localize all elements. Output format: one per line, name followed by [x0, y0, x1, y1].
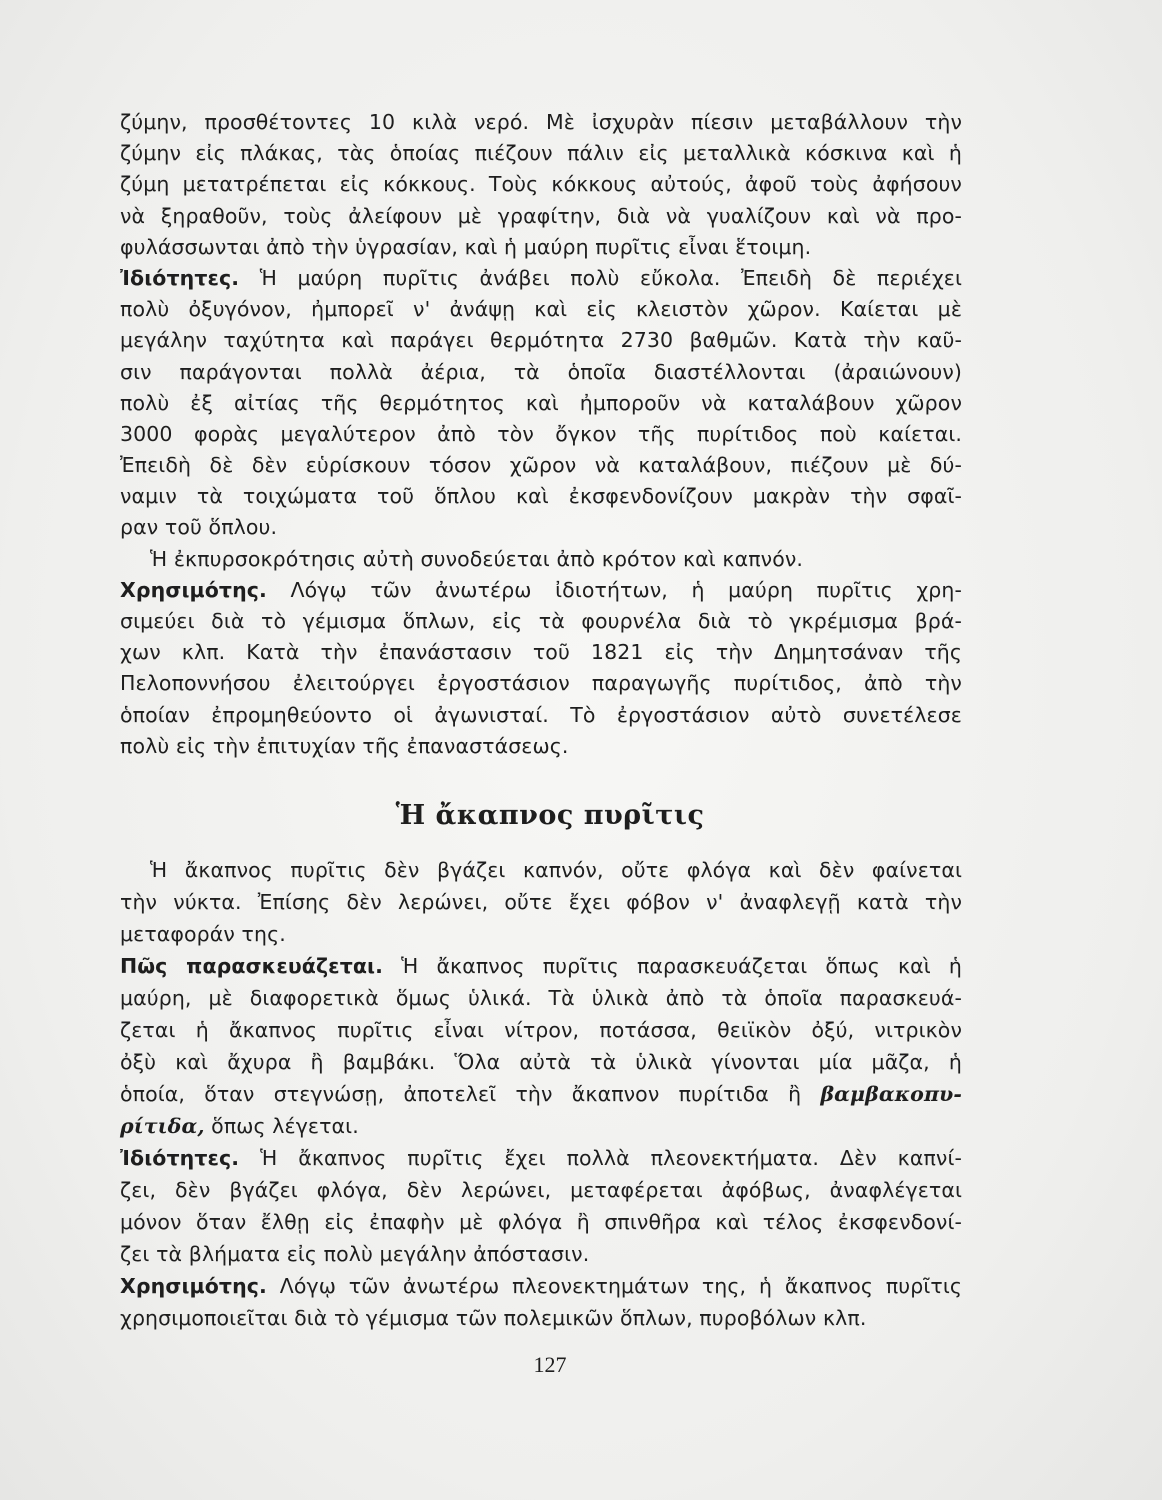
text-line	[120, 637, 962, 668]
text-line	[120, 982, 962, 1014]
emphasized-term: ρίτιδα,	[120, 1114, 205, 1138]
text-line	[120, 325, 962, 356]
text-line	[120, 854, 962, 886]
text-run: ζεται ἡ ἄκαπνος πυρῖτις εἶναι νίτρον, ποτάσσα, θειϊκὸν ὀξύ, νιτρικὸν	[120, 1018, 962, 1042]
text-run: μόνον ὅταν ἔλθῃ εἰς ἐπαφὴν μὲ φλόγα ἢ σπινθῆρα καὶ τέλος ἐκσφενδονί-	[120, 1210, 962, 1234]
page-number: 127	[533, 1352, 567, 1377]
text-line	[120, 575, 962, 606]
text-line	[120, 668, 962, 699]
text-run: Ἡ ἄκαπνος πυρῖτις δὲν βγάζει καπνόν, οὔτε φλόγα καὶ δὲν φαίνεται	[150, 858, 962, 882]
text-run: πολὺ ὀξυγόνον, ἠμπορεῖ ν' ἀνάψῃ καὶ εἰς κλειστὸν χῶρον. Καίεται μὲ	[120, 297, 962, 322]
text-run: μεταφοράν της.	[120, 922, 286, 946]
text-run: χων κλπ. Κατὰ τὴν ἐπανάστασιν τοῦ 1821 εἰς τὴν Δημητσάναν τῆς	[120, 640, 962, 665]
text-run: Πελοποννήσου ἐλειτούργει ἐργοστάσιον παραγωγῆς πυρίτιδος, ἀπὸ τὴν	[120, 671, 962, 696]
text-line	[120, 918, 962, 950]
text-run: φυλάσσωνται ἀπὸ τὴν ὑγρασίαν, καὶ ἡ μαύρη πυρῖτις εἶναι ἕτοιμη.	[120, 234, 812, 259]
emphasized-term: Ἰδιότητες.	[120, 1146, 240, 1170]
text-run: ζύμην εἰς πλάκας, τὰς ὁποίας πιέζουν πάλιν εἰς μεταλλικὰ κόσκινα καὶ ἡ	[120, 141, 962, 166]
text-run: τὴν νύκτα. Ἐπίσης δὲν λερώνει, οὔτε ἔχει φόβον ν' ἀναφλεγῇ κατὰ τὴν	[120, 890, 962, 914]
text-run: ὁποίαν ἐπρομηθεύοντο οἱ ἀγωνισταί. Τὸ ἐργοστάσιον αὐτὸ συνετέλεσε	[120, 702, 962, 727]
text-line	[120, 606, 962, 637]
text-line	[120, 731, 962, 762]
text-run: ζει τὰ βλήματα εἰς πολὺ μεγάλην ἀπόστασιν.	[120, 1242, 590, 1266]
text-run: σιν παράγονται πολλὰ ἀέρια, τὰ ὁποῖα διαστέλλονται (ἀραιώνουν)	[120, 359, 962, 384]
text-line	[120, 1046, 962, 1078]
text-run: νὰ ξηραθοῦν, τοὺς ἀλείφουν μὲ γραφίτην, διὰ νὰ γυαλίζουν καὶ νὰ προ-	[120, 203, 962, 228]
emphasized-term: Χρησιμότης.	[120, 577, 267, 602]
text-run: Ἡ ἐκπυρσοκρότησις αὐτὴ συνοδεύεται ἀπὸ κρότον καὶ καπνόν.	[150, 546, 804, 571]
text-run: Λόγῳ τῶν ἀνωτέρω πλεονεκτημάτων της, ἡ ἄκαπνος πυρῖτις	[266, 1274, 962, 1298]
text-run: Λόγῳ τῶν ἀνωτέρω ἰδιοτήτων, ἡ μαύρη πυρῖτις χρη-	[266, 577, 962, 602]
text-line	[120, 169, 962, 200]
text-line	[120, 107, 962, 138]
text-line	[120, 481, 962, 512]
text-run: ζύμη μετατρέπεται εἰς κόκκους. Τοὺς κόκκους αὐτούς, ἀφοῦ τοὺς ἀφήσουν	[120, 172, 962, 197]
text-line	[120, 419, 962, 450]
text-run: σιμεύει διὰ τὸ γέμισμα ὅπλων, εἰς τὰ φουρνέλα διὰ τὸ γκρέμισμα βρά-	[120, 609, 962, 633]
text-run: Ἐπειδὴ δὲ δὲν εὑρίσκουν τόσον χῶρον νὰ καταλάβουν, πιέζουν μὲ δύ-	[120, 453, 962, 478]
text-run: 3000 φορὰς μεγαλύτερον ἀπὸ τὸν ὄγκον τῆς πυρίτιδος ποὺ καίεται.	[120, 421, 962, 446]
text-line	[120, 232, 962, 263]
text-line	[120, 1174, 962, 1206]
text-run: ὁποία, ὅταν στεγνώσῃ, ἀποτελεῖ τὴν ἄκαπνον πυρίτιδα ἢ	[120, 1082, 821, 1106]
text-line	[120, 357, 962, 388]
text-run: Ἡ ἄκαπνος πυρῖτις ἔχει πολλὰ πλεονεκτήματα. Δὲν καπνί-	[239, 1146, 962, 1170]
text-block-black-powder	[120, 107, 962, 762]
text-line	[120, 1014, 962, 1046]
emphasized-term: βαμβακοπυ-	[820, 1082, 962, 1106]
text-run: πολὺ εἰς τὴν ἐπιτυχίαν τῆς ἐπαναστάσεως.	[120, 733, 569, 758]
text-line	[120, 700, 962, 731]
text-line	[120, 544, 962, 575]
text-line	[120, 388, 962, 419]
emphasized-term: Χρησιμότης.	[120, 1274, 267, 1298]
text-run: ζει, δὲν βγάζει φλόγα, δὲν λερώνει, μεταφέρεται ἀφόβως, ἀναφλέγεται	[120, 1178, 962, 1202]
text-run: μεγάλην ταχύτητα καὶ παράγει θερμότητα 2730 βαθμῶν. Κατὰ τὴν καῦ-	[120, 328, 962, 353]
text-run: μαύρη, μὲ διαφορετικὰ ὅμως ὑλικά. Τὰ ὑλικὰ ἀπὸ τὰ ὁποῖα παρασκευά-	[120, 986, 962, 1010]
text-line	[120, 512, 962, 543]
text-run: ζύμην, προσθέτοντες 10 κιλὰ νερό. Μὲ ἰσχυρὰν πίεσιν μεταβάλλουν τὴν	[120, 110, 962, 134]
text-line	[120, 294, 962, 325]
text-run: χρησιμοποιεῖται διὰ τὸ γέμισμα τῶν πολεμικῶν ὅπλων, πυροβόλων κλπ.	[120, 1306, 867, 1330]
text-run: ναμιν τὰ τοιχώματα τοῦ ὅπλου καὶ ἐκσφενδονίζουν μακρὰν τὴν σφαῖ-	[120, 484, 962, 509]
text-line	[120, 1142, 962, 1174]
text-run: πολὺ ἐξ αἰτίας τῆς θερμότητος καὶ ἠμποροῦν νὰ καταλάβουν χῶρον	[120, 390, 962, 415]
text-line	[120, 1238, 962, 1270]
text-line	[120, 1270, 962, 1302]
text-block-smokeless-powder	[120, 854, 962, 1334]
text-line	[120, 950, 962, 982]
text-line	[120, 450, 962, 481]
text-run: ραν τοῦ ὅπλου.	[120, 515, 278, 540]
text-line	[120, 1206, 962, 1238]
text-line	[120, 1110, 962, 1142]
emphasized-term: Ἰδιότητες.	[120, 265, 240, 290]
emphasized-term: Πῶς παρασκευάζεται.	[120, 954, 384, 978]
text-line	[120, 201, 962, 232]
text-line	[120, 263, 962, 294]
text-line	[120, 1078, 962, 1110]
text-run: Ἡ μαύρη πυρῖτις ἀνάβει πολὺ εὔκολα. Ἐπειδὴ δὲ περιέχει	[239, 265, 962, 290]
text-line	[120, 1302, 962, 1334]
text-line	[120, 138, 962, 169]
section-heading: Ἡ ἄκαπνος πυρῖτις	[395, 800, 705, 831]
text-run: ὅπως λέγεται.	[204, 1114, 359, 1138]
text-run: ὀξὺ καὶ ἄχυρα ἢ βαμβάκι. Ὅλα αὐτὰ τὰ ὑλικὰ γίνονται μία μᾶζα, ἡ	[120, 1050, 962, 1074]
text-line	[120, 886, 962, 918]
text-run: Ἡ ἄκαπνος πυρῖτις παρασκευάζεται ὅπως καὶ ἡ	[383, 954, 962, 978]
